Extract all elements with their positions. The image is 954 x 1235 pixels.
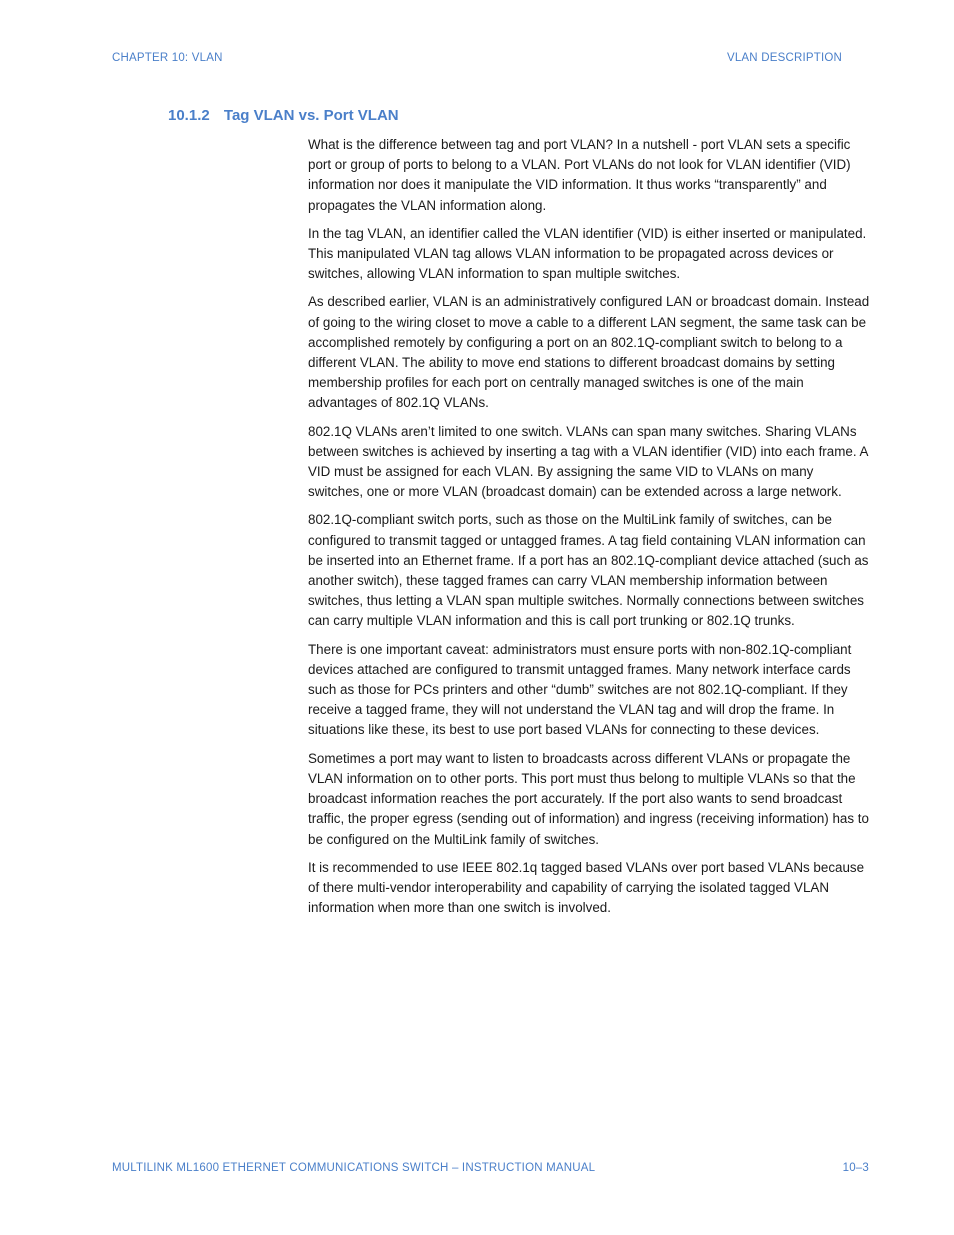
section-heading (168, 107, 399, 124)
paragraph: As described earlier, VLAN is an administratively configured LAN or broadcast domain. Instead of going to the wiring closet to move a cable to a different LAN segment, the same task can be accomplished remotely by configuring a port on an 802.1Q-compliant switch to belong to a different VLAN. The ability to move end stations to different broadcast domains by setting membership profiles for each port on centrally managed switches is one of the main advantages of 802.1Q VLANs. (308, 294, 870, 411)
paragraph: It is recommended to use IEEE 802.1q tagged based VLANs over port based VLANs because of there multi-vendor interoperability and capability of carrying the isolated tagged VLAN information when more than one switch is involved. (308, 859, 865, 916)
footer-manual-title: MULTILINK ML1600 ETHERNET COMMUNICATIONS SWITCH – INSTRUCTION MANUAL (112, 1162, 596, 1174)
paragraph: 802.1Q-compliant switch ports, such as those on the MultiLink family of switches, can be configured to transmit tagged or untagged frames. A tag field containing VLAN information can be inserted into an Ethernet frame. If a port has an 802.1Q-compliant device attached (such as another switch), these tagged frames can carry VLAN membership information between switches, thus letting a VLAN span multiple switches. Normally connections between switches can carry multiple VLAN information and this is call port trunking or 802.1Q trunks. (308, 512, 869, 629)
body-text (308, 135, 870, 926)
paragraph: What is the difference between tag and port VLAN? In a nutshell - port VLAN sets a specific port or group of ports to belong to a VLAN. Port VLANs do not look for VLAN identifier (VID) information nor does it manipulate the VID information. It thus works “transparently” and propagates the VLAN information along. (308, 137, 851, 213)
paragraph: In the tag VLAN, an identifier called the VLAN identifier (VID) is either inserted or manipulated. This manipulated VLAN tag allows VLAN information to be propagated across devices or switches, allowing VLAN information to span multiple switches. (308, 225, 867, 282)
section-number: 10.1.2 (168, 107, 210, 124)
running-header-section: VLAN DESCRIPTION (726, 52, 842, 64)
running-header-chapter: CHAPTER 10: VLAN (112, 52, 223, 64)
section-title: Tag VLAN vs. Port VLAN (223, 107, 399, 124)
paragraph: There is one important caveat: administrators must ensure ports with non-802.1Q-compliant devices attached are configured to transmit untagged frames. Many network interface cards such as those for PCs printers and other “dumb” switches are not 802.1Q-compliant. If they receive a tagged frame, they will not understand the VLAN tag and will drop the frame. In situations like these, its best to use port based VLANs for connecting to these devices. (308, 641, 852, 738)
footer-page-number: 10–3 (842, 1162, 869, 1174)
paragraph: 802.1Q VLANs aren’t limited to one switch. VLANs can span many switches. Sharing VLANs between switches is achieved by inserting a tag with a VLAN identifier (VID) into each frame. A VID must be assigned for each VLAN. By assigning the same VID to VLANs on many switches, one or more VLAN (broadcast domain) can be extended across a large network. (308, 423, 868, 500)
paragraph: Sometimes a port may want to listen to broadcasts across different VLANs or propagate the VLAN information on to other ports. This port must thus belong to multiple VLANs so that the broadcast information reaches the port accurately. If the port also wants to send broadcast traffic, the proper egress (sending out of information) and ingress (receiving information) has to be configured on the MultiLink family of switches. (308, 750, 869, 847)
